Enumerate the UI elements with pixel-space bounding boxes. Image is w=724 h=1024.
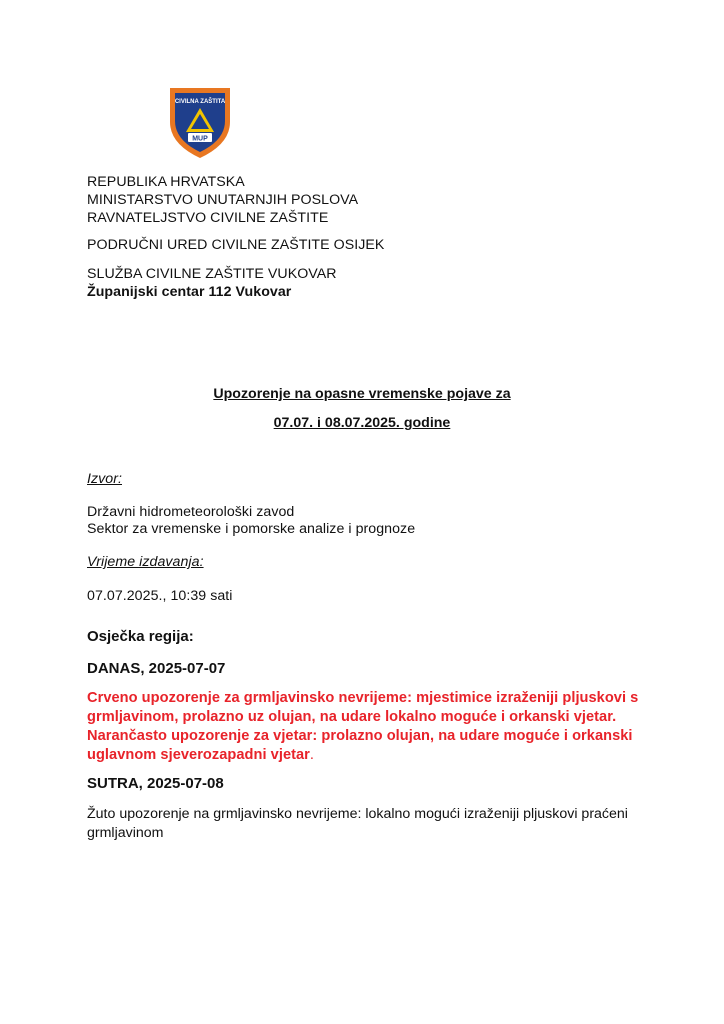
source-line-2: Sektor za vremenske i pomorske analize i prognoze bbox=[87, 521, 416, 537]
region-label: Osječka regija: bbox=[87, 628, 194, 645]
red-warning-text: Crveno upozorenje za grmljavinsko nevrijeme: mjestimice izraženiji pljuskovi s grmljavinom, prolazno uz olujan, na udare lokalno moguće i orkanski vjetar. bbox=[87, 690, 639, 725]
today-warnings bbox=[87, 689, 647, 765]
today-heading: DANAS, 2025-07-07 bbox=[87, 660, 226, 677]
svg-text:MUP: MUP bbox=[192, 135, 208, 143]
source-line-1: Državni hidrometeorološki zavod bbox=[87, 504, 295, 520]
issued-value: 07.07.2025., 10:39 sati bbox=[87, 588, 233, 604]
civil-protection-logo bbox=[168, 84, 232, 160]
header-line-6: Županijski centar 112 Vukovar bbox=[87, 284, 292, 300]
orange-warning-end: . bbox=[309, 747, 315, 763]
document-title-line-1: Upozorenje na opasne vremenske pojave za bbox=[213, 386, 511, 402]
header-line-2: MINISTARSTVO UNUTARNJIH POSLOVA bbox=[87, 192, 359, 208]
issued-label: Vrijeme izdavanja: bbox=[87, 554, 204, 570]
yellow-warning-text: Žuto upozorenje na grmljavinsko nevrijeme: lokalno mogući izraženiji pljuskovi praćeni grmljavinom bbox=[87, 806, 628, 841]
header-line-4: PODRUČNI URED CIVILNE ZAŠTITE OSIJEK bbox=[87, 237, 385, 253]
tomorrow-heading: SUTRA, 2025-07-08 bbox=[87, 775, 224, 792]
header-line-3: RAVNATELJSTVO CIVILNE ZAŠTITE bbox=[87, 210, 329, 226]
document-title-line-2: 07.07. i 08.07.2025. godine bbox=[273, 415, 451, 431]
header-line-1: REPUBLIKA HRVATSKA bbox=[87, 174, 245, 190]
source-label: Izvor: bbox=[87, 471, 122, 487]
header-line-5: SLUŽBA CIVILNE ZAŠTITE VUKOVAR bbox=[87, 266, 337, 282]
orange-warning-text: Narančasto upozorenje za vjetar: prolazno olujan, na udare moguće i orkanski uglavnom sjeverozapadni vjetar bbox=[87, 728, 633, 763]
svg-text:CIVILNA ZAŠTITA: CIVILNA ZAŠTITA bbox=[174, 99, 226, 105]
